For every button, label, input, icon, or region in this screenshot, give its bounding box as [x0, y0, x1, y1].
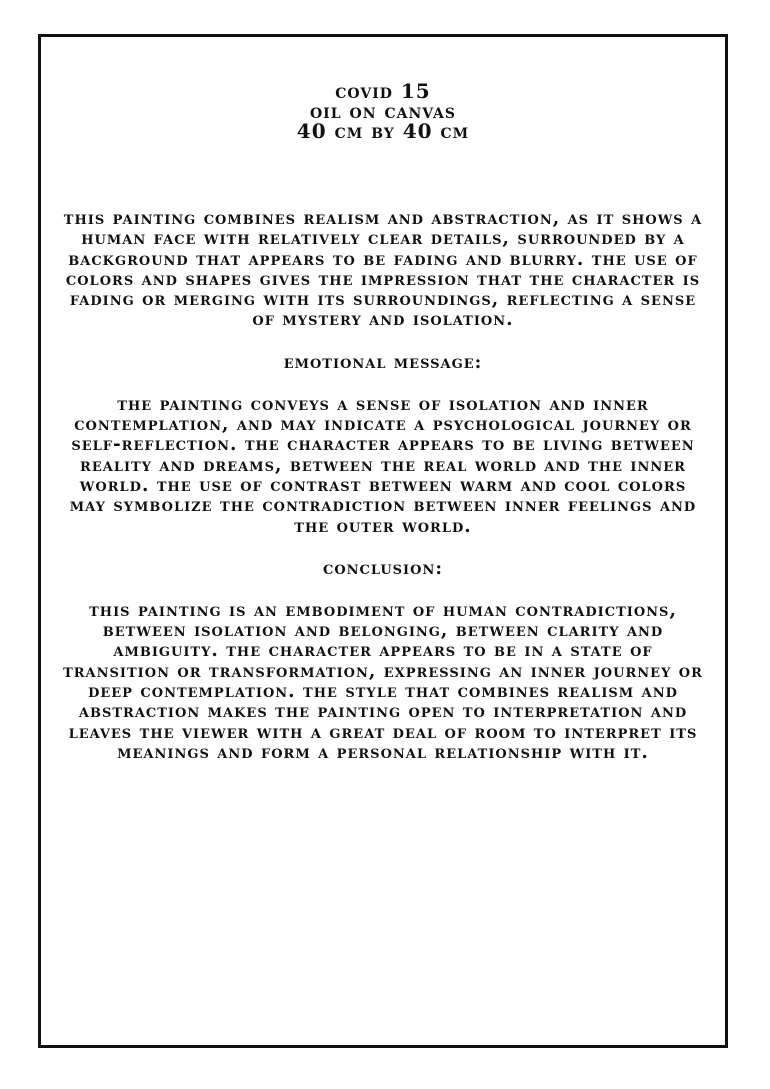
- artwork-medium: oil on canvas: [309, 99, 457, 123]
- description-paragraph: this painting combines realism and abstraction, as it shows a human face with relatively clear details, surrounded by a background that appears to be fading and blurry. the use of colors and shapes gives the impression that the character is fading or merging with its surroundings, reflecting a sense of mystery and isolation.: [63, 208, 703, 331]
- conclusion-heading: conclusion:: [323, 557, 443, 579]
- page-border-frame: [38, 34, 728, 1048]
- emotional-message-paragraph: the painting conveys a sense of isolation and inner contemplation, and may indicate a psychological journey or self-reflection. the character appears to be living between reality and dreams, between the real world and the inner world. the use of contrast between warm and cool colors may symbolize the contradiction between inner feelings and the outer world.: [69, 393, 697, 537]
- conclusion-paragraph: this painting is an embodiment of human contradictions, between isolation and belonging, between clarity and ambiguity. the character appears to be in a state of transition or transformation, expressing an inner journey or deep contemplation. the style that combines realism and abstraction makes the painting open to interpretation and leaves the viewer with a great deal of room to interpret its meanings and form a personal relationship with it.: [63, 599, 703, 763]
- artwork-title: covid 15: [335, 79, 431, 103]
- emotional-message-heading: emotional message:: [283, 351, 483, 373]
- artwork-info: [41, 81, 725, 141]
- artwork-dimensions: 40 cm by 40 cm: [296, 119, 470, 143]
- document-body: [41, 81, 725, 763]
